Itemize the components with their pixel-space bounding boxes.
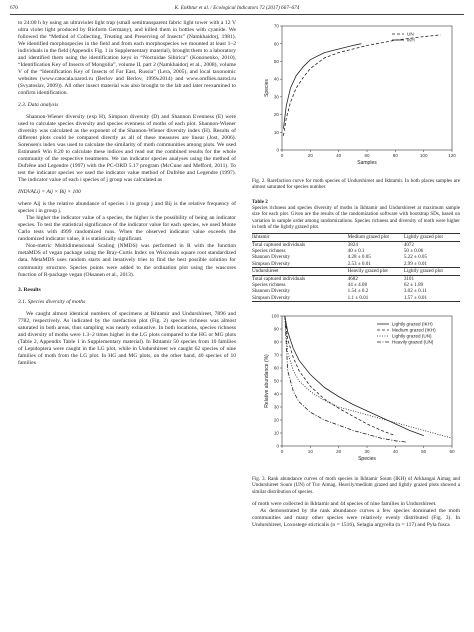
y-tick-label: 30 bbox=[273, 404, 279, 410]
y-axis-label: Species bbox=[264, 79, 270, 97]
table-cell: Simpson Diversity bbox=[252, 260, 291, 267]
x-tick-label: 0 bbox=[280, 153, 284, 158]
x-axis-label: Samples bbox=[357, 160, 377, 166]
table-cell: 4072 bbox=[403, 241, 415, 248]
table-cell: 2.53 ± 0.01 bbox=[347, 260, 371, 267]
series-line bbox=[285, 316, 407, 442]
indval-equation: INDVALij = Aij × Bij × 100 bbox=[18, 189, 81, 196]
table-cell: 4.28 ± 0.05 bbox=[347, 254, 371, 261]
y-tick-label: 20 bbox=[273, 417, 279, 423]
nmds-paragraph: Non-metric Multidimensional Scaling (NMDS) was performed in R with the function metaMDS of vegan package using the Bray-Curtis Index on Wisconsin square root standardized data. MetaMDS uses random starts and iteratively tries to find the best possible solution for community structure. Species points were added to the ordination plot using the wascores function of R-package vegan (Oksanen et al., 2013). bbox=[18, 243, 236, 278]
table-header-cell: Medium grazed plot bbox=[347, 234, 389, 241]
table-cell: 50 ± 0.06 bbox=[403, 247, 424, 254]
section-heading-data-analysis: 2.3. Data analysis bbox=[18, 102, 59, 109]
table-cell: 40 ± 0.1 bbox=[347, 247, 365, 254]
left-column bbox=[18, 20, 236, 367]
plot-frame bbox=[282, 26, 452, 150]
x-tick-label: 20 bbox=[336, 449, 342, 455]
table-2-title: Table 2 bbox=[252, 198, 268, 205]
y-tick-label: 20 bbox=[273, 112, 279, 118]
table-cell: Undurshireet bbox=[252, 268, 279, 275]
figure-3-rank-abundance-chart bbox=[252, 310, 460, 470]
y-tick-label: 0 bbox=[276, 147, 279, 153]
table-cell: 2.99 ± 0.01 bbox=[403, 260, 427, 267]
journal-citation: K. Enkhtur et al. / Ecological Indicators 72 (2017) 667–674 bbox=[174, 5, 300, 11]
running-header bbox=[10, 4, 464, 15]
right-column bbox=[252, 20, 460, 529]
diversity-paragraph: Shannon-Wiener diversity (exp H), Simpson diversity (D) and Shannon Evenness (E) were used to calculate species diversity and species evenness of moths of each plot. Shannon-Wiener diversity was calculated as the exponent of the Shannon-Wiener diversity index (H). Results of different plots could be compared directly as all of these measures are linear (Jost, 2006). Sorensen's index was used to calculate the similarity of moth communities among plots. We used EstimateS Win 8.20 to calculate these indices and read out the combined results for the whole community of the respective treatments. We ran indicator species analyses using the method of Dufrêne and Legendre (1997) with the PC-ORD 5.17 program (McCune and Mefford, 2011). To test the indicator species we used the indicator value method of Dufrêne and Legendre (1997). The indicator value of each i species of j group was calculated as bbox=[18, 114, 236, 184]
y-axis-label: Relative abundance (%) bbox=[264, 354, 270, 408]
x-tick-label: 80 bbox=[392, 153, 398, 158]
figure-2-caption: Fig. 2. Rarefaction curve for moth species of Undurshireet and Ikhtamir. In both places samples are almost saturated for species number. bbox=[252, 178, 460, 191]
series-line bbox=[285, 316, 396, 436]
figure-2-rarefaction-chart bbox=[252, 20, 460, 172]
x-tick-label: 0 bbox=[280, 449, 284, 455]
y-tick-label: 50 bbox=[273, 378, 279, 384]
x-tick-label: 50 bbox=[421, 449, 427, 455]
equation-explanation: where Aij is the relative abundance of species i in group j and Bij is the relative frequency of species i in group j. bbox=[18, 201, 236, 215]
series-line bbox=[283, 44, 361, 129]
section-heading-species-diversity: 3.1. Species diversity of moths bbox=[18, 298, 86, 305]
x-tick-label: 10 bbox=[307, 449, 313, 455]
legend-label: Lightly grazed (IKH) bbox=[392, 321, 433, 327]
table-cell: Total captured individuals bbox=[252, 275, 306, 282]
y-tick-label: 100 bbox=[271, 313, 279, 319]
section-heading-results: 3. Results bbox=[18, 286, 41, 293]
table-row bbox=[252, 275, 460, 282]
table-cell: Species richness bbox=[252, 281, 286, 288]
legend-label: Heavily grazed (UN) bbox=[392, 339, 434, 345]
table-row bbox=[252, 295, 460, 302]
indicator-test-paragraph: The higher the indicator value of a species, the higher is the possibility of being an indicator species. To test the statistical significance of the indicator value for each species, we used Monte Carlo tests with 4999 randomized runs. When the observed indicator value exceeds the randomized indicator value, it is statistically significant. bbox=[18, 215, 236, 243]
table-cell: Heavily grazed plot bbox=[347, 268, 388, 275]
x-tick-label: 20 bbox=[307, 153, 313, 158]
y-tick-label: 40 bbox=[273, 76, 279, 82]
table-cell: 1.54 ± 0.2 bbox=[347, 288, 369, 295]
table-cell: Simpson Diversity bbox=[252, 294, 291, 301]
table-header-cell: Lightly grazed plot bbox=[403, 234, 443, 241]
results-continued-paragraph: of moth were collected in Ikhtamir and 44 species of nine families in Undurshireet. bbox=[252, 501, 437, 508]
table-cell: Total captured individuals bbox=[252, 241, 306, 248]
legend-label: IKH bbox=[407, 37, 415, 43]
x-axis-label: Species bbox=[358, 456, 376, 463]
table-cell: 3101 bbox=[403, 275, 415, 282]
table-row bbox=[252, 241, 460, 248]
table-cell: Shannon Diversity bbox=[252, 254, 291, 261]
y-tick-label: 60 bbox=[273, 41, 279, 47]
x-tick-label: 100 bbox=[419, 153, 428, 158]
y-tick-label: 60 bbox=[273, 365, 279, 371]
table-cell: 3824 bbox=[347, 241, 358, 248]
table-header-row bbox=[252, 234, 460, 241]
rank-abundance-paragraph: As demonstrated by the rank abundance curves a few species dominated the moth communities and many other species were relatively evenly distributed (Fig. 3). In Undurshireet, Loxostege sticticalis (n = 1516), Selagia argyrella (n = 117) and Pyla fusca bbox=[252, 508, 460, 529]
legend-label: Medium grazed (IKH) bbox=[392, 327, 436, 333]
legend-label: UN bbox=[407, 31, 414, 37]
y-tick-label: 10 bbox=[273, 129, 279, 135]
y-tick-label: 80 bbox=[273, 339, 279, 345]
table-2-caption: Species richness and species diversity of moths in Ikhtamir and Undurshireet at maximum sample size for each plot. Given are the results of the randomization software with bootstrap SDs, based on variation in sample order among randomizations. Species richness and diversity of moth were higher in both of the lightly grazed plot. bbox=[252, 204, 460, 230]
table-cell: 44 ± 4.08 bbox=[347, 281, 368, 288]
y-tick-label: 0 bbox=[276, 443, 279, 449]
x-tick-label: 40 bbox=[336, 153, 342, 158]
results-paragraph: We caught almost identical numbers of specimens at Ikhtamir and Undurshireet, 7896 and 7782, respectively. As indicated by the rarefaction plot (Fig. 2) species richness was almost saturated in both areas, thus sampling was nearly exhaustive. In both locations, species richness and diversity of moths were 1.3–2 times higher in the LG plots compared to the HG or MG plots (Table 2, Appendix Table 1 in Supplementary material). In Ikhtamir 50 species from 10 families of Lepidoptera were caught in the LG plot, while in Undurshireet we caught 62 species of nine families of moth from the LG plot. In HG and MG plots, on the other hand, 40 species of 10 families bbox=[18, 310, 236, 366]
table-cell: 62 ± 1.89 bbox=[403, 281, 424, 288]
y-tick-label: 70 bbox=[273, 23, 279, 29]
table-row bbox=[252, 261, 460, 268]
table-cell: 3.02 ± 0.11 bbox=[403, 288, 427, 295]
y-tick-label: 30 bbox=[273, 94, 279, 100]
table-cell: Lightly grazed plot bbox=[403, 268, 443, 275]
table-cell: 1.1 ± 0.01 bbox=[347, 294, 369, 301]
table-cell: Species richness bbox=[252, 247, 286, 254]
table-subheader-row bbox=[252, 268, 460, 275]
y-tick-label: 70 bbox=[273, 352, 279, 358]
y-tick-label: 50 bbox=[273, 59, 279, 65]
page-number: 670 bbox=[10, 5, 18, 11]
figure-3-caption: Fig. 3. Rank abundance curves of moth species in Ikhtamir Soum (IKH) of Arkhangai Aimag and Undurshireet Soum (UN) of Tuv Aimag. Heavily/medium grazed and lightly grazed plots showed a similar distribution of species. bbox=[252, 476, 460, 495]
table-cell: 1.57 ± 0.01 bbox=[403, 294, 427, 301]
methods-paragraph: to 24:00 h by using an ultraviolet light trap (small semitransparent fabric light tower with a 12 V ultra violet light produced by Bioform Germany), and killed them in bottles with cyanide. We followed the “Method of Collecting, Treating and Preserving of Insects” (Namkhaidorj, 1981). We identified morphospecies in the field and from each morphospecies we mounted at least 1–2 individuals in the field (Appendix Fig. 1 in Supplementary material), brought them to a laboratory and identified them using the identification keys in “Noctuidae Sibirica” (Kononenko, 2010), “Identification Key of Insects of Mongolia”, volume II, part 2 (Namkhaidorj et al., 2008), volume V of the “Identification Key of Insects of Far East, Russia” (Lera, 2005), and local taxonomic websites (www.catocala.narod.ru (Berlov and Berlov, 1999»2014) and www.omflies.narod.ru (Svyatoslav, 2009)). All other insect material was also brought to the lab and later reexamined to confirm identification. bbox=[18, 20, 236, 97]
table-cell: 5.22 ± 0.05 bbox=[403, 254, 427, 261]
x-tick-label: 60 bbox=[364, 153, 370, 158]
table-header-cell: Ikhtamir bbox=[252, 234, 270, 241]
table-2 bbox=[252, 233, 460, 302]
legend-label: Lightly grazed (UN) bbox=[392, 333, 432, 339]
table-2-block bbox=[252, 199, 460, 303]
x-tick-label: 40 bbox=[392, 449, 398, 455]
x-tick-label: 30 bbox=[364, 449, 370, 455]
table-cell: Shannon Diversity bbox=[252, 288, 291, 295]
table-cell: 4682 bbox=[347, 275, 358, 282]
y-tick-label: 40 bbox=[273, 391, 279, 397]
x-tick-label: 60 bbox=[449, 449, 455, 455]
y-tick-label: 10 bbox=[273, 430, 279, 436]
series-line bbox=[283, 35, 440, 136]
x-tick-label: 120 bbox=[448, 153, 456, 158]
y-tick-label: 90 bbox=[273, 326, 279, 332]
